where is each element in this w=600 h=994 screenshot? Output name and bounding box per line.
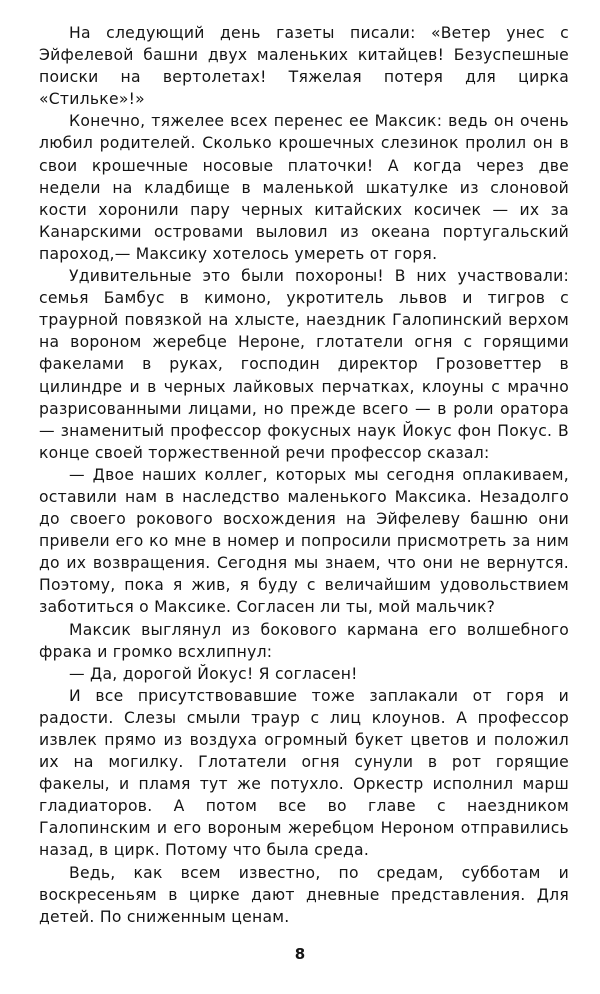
paragraph-newspapers: На следующий день газеты писали: «Ветер унес с Эйфелевой башни двух маленьких китайцев! Безуспешные поиски на вертолетах! Тяжелая потеря для цирка «Стильке»!» (39, 24, 569, 109)
paragraph-maxik-grief: Конечно, тяжелее всех перенес ее Максик: ведь он очень любил родителей. Сколько крошечных слезинок пролил он в свои крошечные носовые платочки! А когда через две недели на кладбище в маленькой шкатулке из слоновой кости хоронили пару черных китайских косичек — их за Канарскими островами выловил из океана португальский пароход,— Максику хотелось умереть от горя. (39, 112, 569, 263)
paragraph-mourners: И все присутствовавшие тоже заплакали от горя и радости. Слезы смыли траур с лиц клоунов. А профессор извлек прямо из воздуха огромный букет цветов и положил их на могилку. Глотатели огня сунули в рот горящие факелы, и пламя тут же потухло. Оркестр исполнил марш гладиаторов. А потом все во главе с наездником Галопинским и его вороным жеребцом Нероном отправились назад, в цирк. Потому что была среда. (39, 686, 569, 860)
paragraph-funeral: Удивительные это были похороны! В них участвовали: семья Бамбус в кимоно, укротитель львов и тигров с траурной повязкой на хлысте, наездник Галопинский верхом на вороном жеребце Нероне, глотатели огня с горящими факелами в руках, господин директор Грозоветтер в цилиндре и в черных лайковых перчатках, клоуны с мрачно разрисованными лицами, но прежде всего — в роли оратора — знаменитый профессор фокусных наук Йокус фон Покус. В конце своей торжественной речи профессор сказал: (39, 267, 569, 462)
paragraph-professor-speech: — Двое наших коллег, которых мы сегодня оплакиваем, оставили нам в наследство маленького Максика. Незадолго до своего рокового восхождения на Эйфелеву башню они привели его ко мне в номер и попросили присмотреть за ним до их возвращения. Сегодня мы знаем, что они не вернутся. Поэтому, пока я жив, я буду с величайшим удовольствием заботиться о Максике. Согласен ли ты, мой мальчик? (39, 465, 569, 617)
page-number: 8 (294, 945, 306, 963)
paragraph-maxik-sob: Максик выглянул из бокового кармана его волшебного фрака и громко всхлипнул: (39, 620, 569, 661)
book-page-text (39, 22, 569, 928)
paragraph-matinee: Ведь, как всем известно, по средам, субботам и воскресеньям в цирке дают дневные представления. Для детей. По сниженным ценам. (39, 863, 569, 926)
paragraph-maxik-reply: — Да, дорогой Йокус! Я согласен! (69, 664, 358, 683)
